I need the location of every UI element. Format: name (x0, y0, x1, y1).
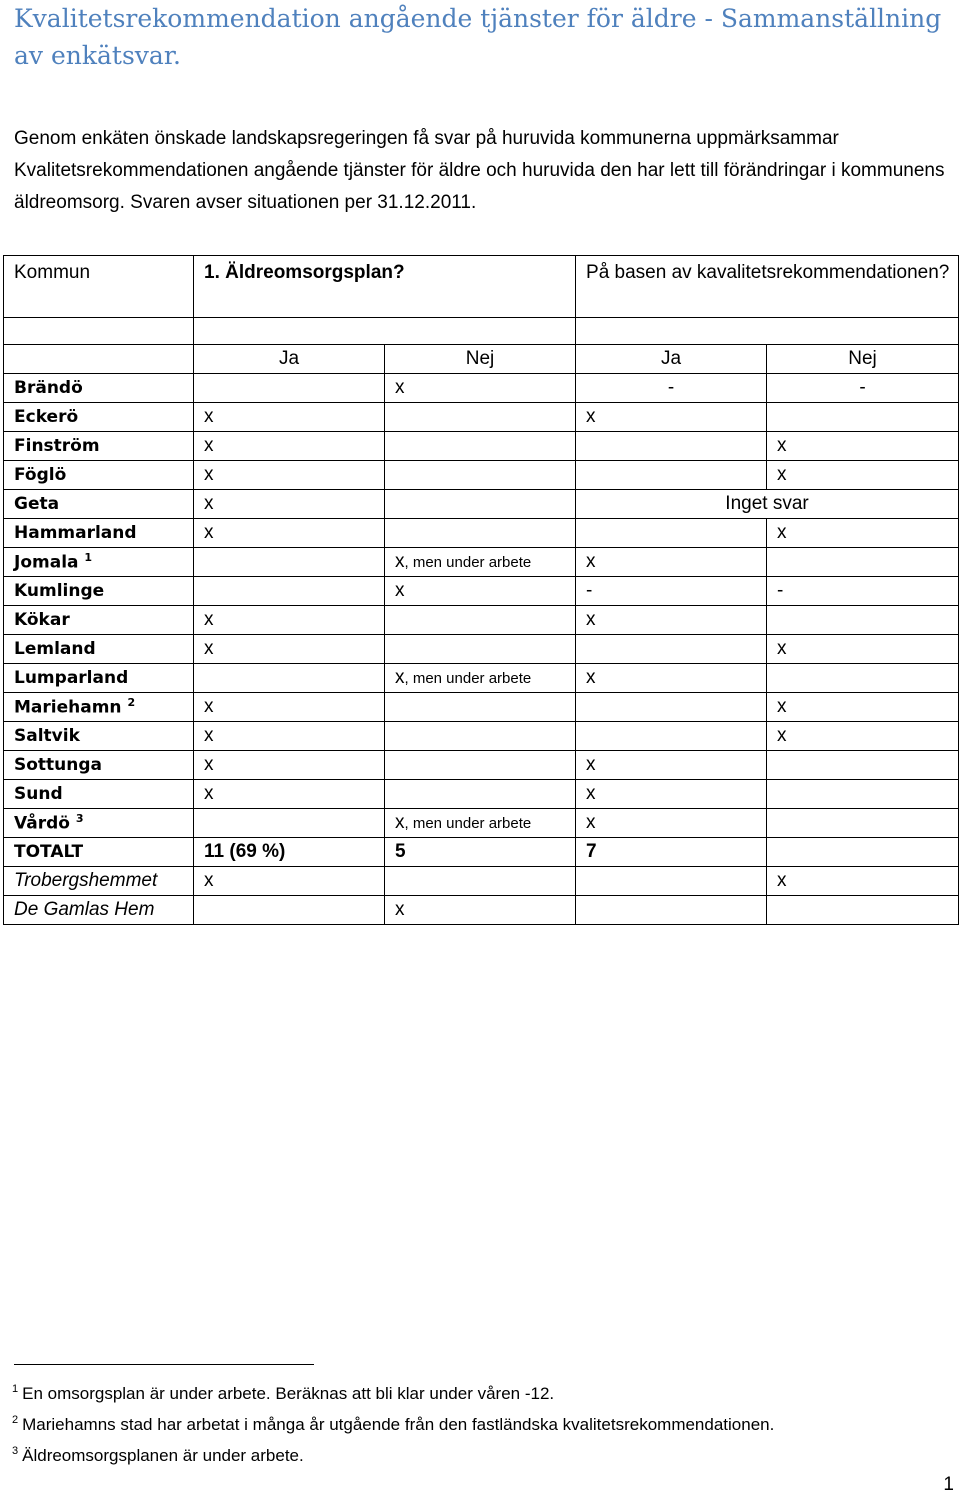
table-row (4, 751, 959, 780)
cell-nej-1 (385, 635, 576, 664)
kommun-name: Saltvik (4, 722, 194, 751)
cell-ja-2: x (576, 403, 767, 432)
table-row (4, 490, 959, 519)
kommun-name: Trobergshemmet (4, 867, 194, 896)
cell-nej-2: x (767, 519, 959, 548)
subheader-ja-1: Ja (194, 345, 385, 374)
table-subheader-row (4, 345, 959, 374)
kommun-name: Vårdö $^3$ (4, 809, 194, 838)
cell-nej-1 (385, 693, 576, 722)
cell-nej-1: x, men under arbete (385, 664, 576, 693)
table-row (4, 693, 959, 722)
kommun-name: Jomala $^1$ (4, 548, 194, 577)
kommun-name: Lemland (4, 635, 194, 664)
header-aldreomsorgsplan: 1. Äldreomsorgsplan? (194, 256, 576, 318)
cell-ja-2 (576, 867, 767, 896)
intro-paragraph: Genom enkäten önskade landskapsregeringen få svar på huruvida kommunerna uppmärksammar Kvalitetsrekommendationen angående tjänster för äldre och huruvida den har lett till förändringar i kommunens äldreomsorg. Svaren avser situationen per 31.12.2011. (14, 128, 945, 213)
cell-ja-2: x (576, 548, 767, 577)
kommun-name: Sottunga (4, 751, 194, 780)
cell-nej-2 (767, 780, 959, 809)
kommun-name: Kökar (4, 606, 194, 635)
kommun-name: Brändö (4, 374, 194, 403)
cell-nej-1 (385, 780, 576, 809)
table-row (4, 461, 959, 490)
table-row (4, 722, 959, 751)
table-row (4, 867, 959, 896)
cell-ja-1 (194, 809, 385, 838)
cell-ja-2: x (576, 809, 767, 838)
cell-nej-2 (767, 838, 959, 867)
cell-ja-1: x (194, 490, 385, 519)
cell-nej-1: 5 (385, 838, 576, 867)
cell-nej-2 (767, 751, 959, 780)
cell-nej-2 (767, 403, 959, 432)
cell-nej-1 (385, 403, 576, 432)
table-row (4, 664, 959, 693)
header-kommun: Kommun (4, 256, 194, 318)
table-row (4, 577, 959, 606)
cell-nej-1 (385, 867, 576, 896)
cell-ja-2: x (576, 751, 767, 780)
table-header-row (4, 256, 959, 318)
survey-table (3, 255, 959, 925)
kommun-name: Kumlinge (4, 577, 194, 606)
cell-ja-1 (194, 664, 385, 693)
table-row (4, 635, 959, 664)
table-row (4, 896, 959, 925)
cell-ja-2: x (576, 664, 767, 693)
cell-nej-1 (385, 461, 576, 490)
cell-ja-2: x (576, 606, 767, 635)
cell-ja-2: 7 (576, 838, 767, 867)
cell-ja-2 (576, 896, 767, 925)
cell-ja-1: x (194, 461, 385, 490)
kommun-name: Mariehamn $^2$ (4, 693, 194, 722)
table-row (4, 780, 959, 809)
cell-nej-2: x (767, 693, 959, 722)
table-row (4, 548, 959, 577)
kommun-name: Eckerö (4, 403, 194, 432)
cell-ja-2: - (576, 577, 767, 606)
table-row (4, 374, 959, 403)
header-kvalitetsrekommendation: På basen av kavalitetsrekommendationen? (576, 256, 959, 318)
cell-ja-2 (576, 432, 767, 461)
cell-ja-1: x (194, 780, 385, 809)
table-row (4, 519, 959, 548)
cell-nej-2: x (767, 867, 959, 896)
kommun-name: Geta (4, 490, 194, 519)
cell-nej-2 (767, 809, 959, 838)
document-title: Kvalitetsrekommendation angående tjänster för äldre - Sammanställning av enkätsvar. (14, 4, 942, 70)
cell-nej-2: x (767, 635, 959, 664)
kommun-name: Sund (4, 780, 194, 809)
cell-nej-1 (385, 606, 576, 635)
footnote-3: $^3$ Äldreomsorgsplanen är under arbete. (12, 1445, 304, 1465)
cell-nej-1: x, men under arbete (385, 809, 576, 838)
cell-nej-1: x, men under arbete (385, 548, 576, 577)
cell-nej-1: x (385, 896, 576, 925)
cell-nej-2: x (767, 461, 959, 490)
footnote-2: $^2$ Mariehamns stad har arbetat i många år utgående från den fastländska kvalitetsrekommendationen. (12, 1414, 775, 1434)
kommun-name: De Gamlas Hem (4, 896, 194, 925)
cell-nej-1 (385, 490, 576, 519)
kommun-name: TOTALT (4, 838, 194, 867)
cell-nej-2: - (767, 577, 959, 606)
cell-ja-1: x (194, 519, 385, 548)
footnote-ref: 2 (127, 696, 136, 710)
cell-ja-2: x (576, 780, 767, 809)
cell-nej-2: - (767, 374, 959, 403)
footnote-1: $^1$ En omsorgsplan är under arbete. Beräknas att bli klar under våren -12. (12, 1383, 555, 1403)
table-row (4, 432, 959, 461)
cell-nej-2 (767, 896, 959, 925)
cell-ja-1: x (194, 606, 385, 635)
cell-ja-1: 11 (69 %) (194, 838, 385, 867)
cell-ja-2 (576, 635, 767, 664)
cell-ja-2 (576, 722, 767, 751)
kommun-name: Hammarland (4, 519, 194, 548)
table-row (4, 606, 959, 635)
cell-ja-2 (576, 461, 767, 490)
cell-nej-1 (385, 519, 576, 548)
footnote-separator (14, 1364, 314, 1365)
cell-nej-2: x (767, 722, 959, 751)
subheader-nej-2: Nej (767, 345, 959, 374)
cell-ja-1 (194, 577, 385, 606)
kommun-name: Föglö (4, 461, 194, 490)
cell-ja-2: - (576, 374, 767, 403)
cell-nej-1 (385, 751, 576, 780)
page-number: 1 (943, 1474, 954, 1495)
cell-ja-1: x (194, 722, 385, 751)
total-row (4, 838, 959, 867)
cell-ja-1 (194, 374, 385, 403)
cell-nej-1 (385, 432, 576, 461)
cell-nej-2 (767, 606, 959, 635)
cell-ja-1: x (194, 432, 385, 461)
cell-ja-2 (576, 519, 767, 548)
cell-ja-1: x (194, 751, 385, 780)
cell-ja-1: x (194, 693, 385, 722)
table-row (4, 809, 959, 838)
cell-ja-1 (194, 548, 385, 577)
cell-nej-2: x (767, 432, 959, 461)
cell-nej-1: x (385, 374, 576, 403)
blank-cell (194, 318, 576, 345)
subheader-ja-2: Ja (576, 345, 767, 374)
cell-nej-2 (767, 548, 959, 577)
cell-inget-svar: Inget svar (576, 490, 959, 519)
cell-ja-1: x (194, 867, 385, 896)
kommun-name: Finström (4, 432, 194, 461)
blank-cell (4, 318, 194, 345)
cell-ja-1: x (194, 635, 385, 664)
subheader-empty (4, 345, 194, 374)
footnote-ref: 1 (84, 551, 93, 565)
footnotes (12, 1376, 952, 1469)
cell-ja-2 (576, 693, 767, 722)
cell-ja-1: x (194, 403, 385, 432)
table-row (4, 403, 959, 432)
table-blank-row (4, 318, 959, 345)
kommun-name: Lumparland (4, 664, 194, 693)
cell-nej-2 (767, 664, 959, 693)
subheader-nej-1: Nej (385, 345, 576, 374)
cell-nej-1: x (385, 577, 576, 606)
blank-cell (576, 318, 959, 345)
cell-ja-1 (194, 896, 385, 925)
footnote-ref: 3 (75, 812, 84, 826)
cell-nej-1 (385, 722, 576, 751)
